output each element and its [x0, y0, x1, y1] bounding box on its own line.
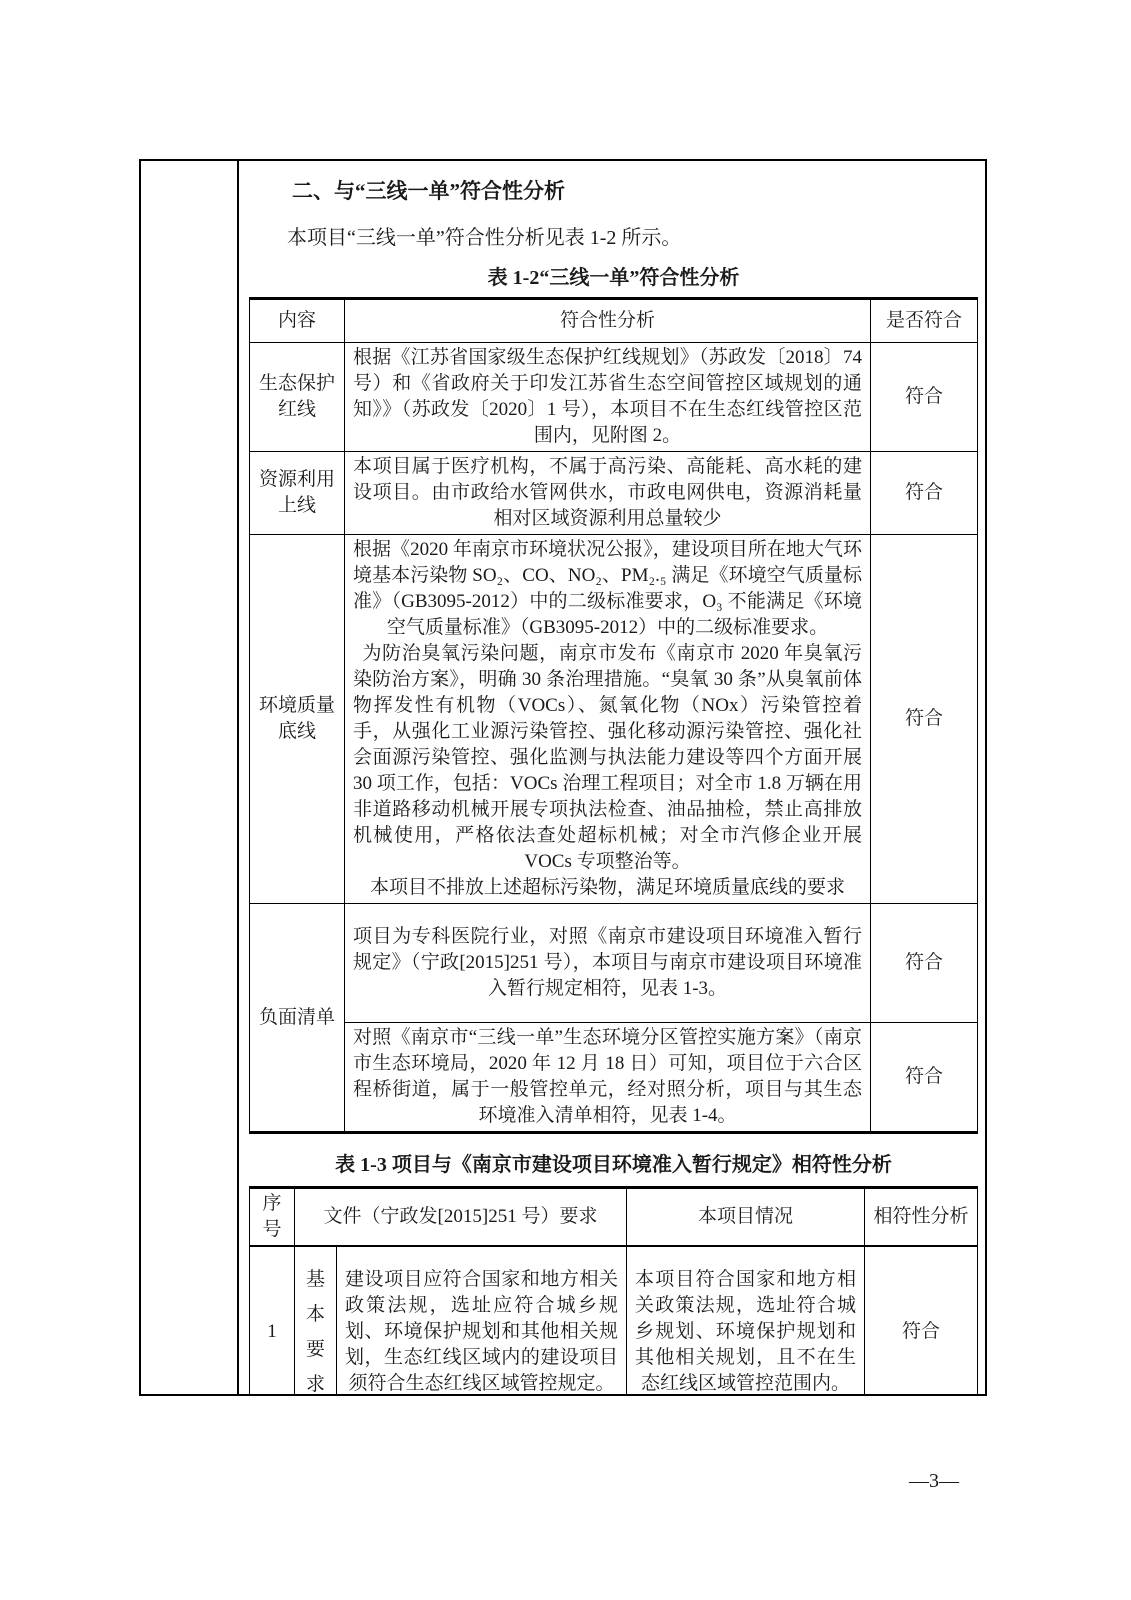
result-cell: 符合 — [871, 535, 978, 904]
intro-paragraph: 本项目“三线一单”符合性分析见表 1-2 所示。 — [287, 227, 682, 249]
analysis-cell — [345, 904, 871, 1023]
analysis-paragraph: 本项目不排放上述超标污染物，满足环境质量底线的要求 — [369, 877, 845, 898]
table-1-3-caption: 表 1-3 项目与《南京市建设项目环境准入暂行规定》相符性分析 — [335, 1154, 892, 1176]
analysis-cell — [345, 535, 871, 904]
analysis-paragraph: 根据《江苏省国家级生态保护红线规划》（苏政发〔2018〕74 号）和《省政府关于印发江苏省生态空间管控区域规划的通知》》（苏政发〔2020〕1 号），本项目不在生态红线管控区范围内，见附图 2。 — [353, 347, 862, 446]
table-row-eco-redline — [250, 343, 978, 452]
analysis-paragraph: 本项目属于医疗机构，不属于高污染、高能耗、高水耗的建设项目。由市政给水管网供水，市政电网供电，资源消耗量相对区域资源利用总量较少 — [353, 456, 862, 529]
left-margin-column — [141, 161, 239, 1394]
header-cell-consistency: 相符性分析 — [865, 1188, 978, 1247]
section-heading: 二、与“三线一单”符合性分析 — [292, 179, 565, 203]
table-row-basic-requirement — [250, 1246, 978, 1394]
row-category-cell: 基本要求 — [295, 1246, 337, 1394]
header-cell-compliance: 是否符合 — [871, 299, 978, 343]
header-cell-no: 序号 — [250, 1188, 295, 1247]
analysis-cell — [345, 343, 871, 452]
table-1-2-caption: 表 1-2“三线一单”符合性分析 — [487, 267, 740, 289]
page-frame — [139, 159, 987, 1396]
row-number-cell: 1 — [250, 1246, 295, 1394]
requirement-cell — [337, 1246, 627, 1394]
result-cell: 符合 — [871, 343, 978, 452]
table-1-2 — [249, 297, 978, 1134]
analysis-paragraph: 项目为专科医院行业，对照《南京市建设项目环境准入暂行规定》（宁政[2015]251 号），本项目与南京市建设项目环境准入暂行规定相符，见表 1-3。 — [353, 926, 862, 999]
table-1-2-header-row — [250, 299, 978, 343]
table-row-env-quality — [250, 535, 978, 904]
header-cell-content: 内容 — [250, 299, 345, 343]
content-area — [239, 161, 985, 1394]
result-cell: 符合 — [871, 904, 978, 1023]
row-label: 负面清单 — [250, 904, 345, 1133]
row-label: 环境质量底线 — [250, 535, 345, 904]
result-cell: 符合 — [871, 1023, 978, 1133]
analysis-paragraph: 对照《南京市“三线一单”生态环境分区管控实施方案》（南京市生态环境局，2020 年 12 月 18 日）可知，项目位于六合区程桥街道，属于一般管控单元，经对照分析，项目与其生态环境准入清单相符，见表 1-4。 — [353, 1027, 862, 1126]
table-row-resource-limit — [250, 452, 978, 535]
requirement-paragraph: 建设项目应符合国家和地方相关政策法规，选址应符合城乡规划、环境保护规划和其他相关规划，生态红线区域内的建设项目须符合生态红线区域管控规定。 — [345, 1268, 618, 1394]
analysis-paragraph: 根据《2020 年南京市环境状况公报》，建设项目所在地大气环境基本污染物 SO₂、CO、NO₂、PM₂.₅ 满足《环境空气质量标准》（GB3095-2012）中的二级标准要求，O₃ 不能满足《环境空气质量标准》（GB3095-2012）中的二级标准要求。 — [353, 539, 862, 638]
table-1-3-header-row — [250, 1188, 978, 1247]
row-label: 生态保护红线 — [250, 343, 345, 452]
analysis-cell — [345, 1023, 871, 1133]
header-cell-requirement: 文件（宁政发[2015]251 号）要求 — [295, 1188, 627, 1247]
analysis-cell — [345, 452, 871, 535]
result-cell: 符合 — [871, 452, 978, 535]
result-cell: 符合 — [865, 1246, 978, 1394]
situation-cell — [627, 1246, 865, 1394]
analysis-paragraph: 为防治臭氧污染问题，南京市发布《南京市 2020 年臭氧污染防治方案》，明确 30 条治理措施。“臭氧 30 条”从臭氧前体物挥发性有机物（VOCs）、氮氧化物（NOx）污染管控着手，从强化工业源污染管控、强化移动源污染管控、强化社会面源污染管控、强化监测与执法能力建设等四个方面开展 30 项工作，包括：VOCs 治理工程项目；对全市 1.8 万辆在用非道路移动机械开展专项执法检查、油品抽检，禁止高排放机械使用，严格依法查处超标机械；对全市汽修企业开展 VOCs 专项整治等。 — [353, 643, 862, 872]
row-label: 资源利用上线 — [250, 452, 345, 535]
page-number: —3— — [909, 1470, 959, 1492]
header-cell-analysis: 符合性分析 — [345, 299, 871, 343]
situation-paragraph: 本项目符合国家和地方相关政策法规，选址符合城乡规划、环境保护规划和其他相关规划，且不在生态红线区域管控范围内。 — [635, 1268, 856, 1394]
table-row-negative-list-2 — [250, 1023, 978, 1133]
table-1-3 — [249, 1186, 978, 1394]
table-row-negative-list-1 — [250, 904, 978, 1023]
header-cell-situation: 本项目情况 — [627, 1188, 865, 1247]
